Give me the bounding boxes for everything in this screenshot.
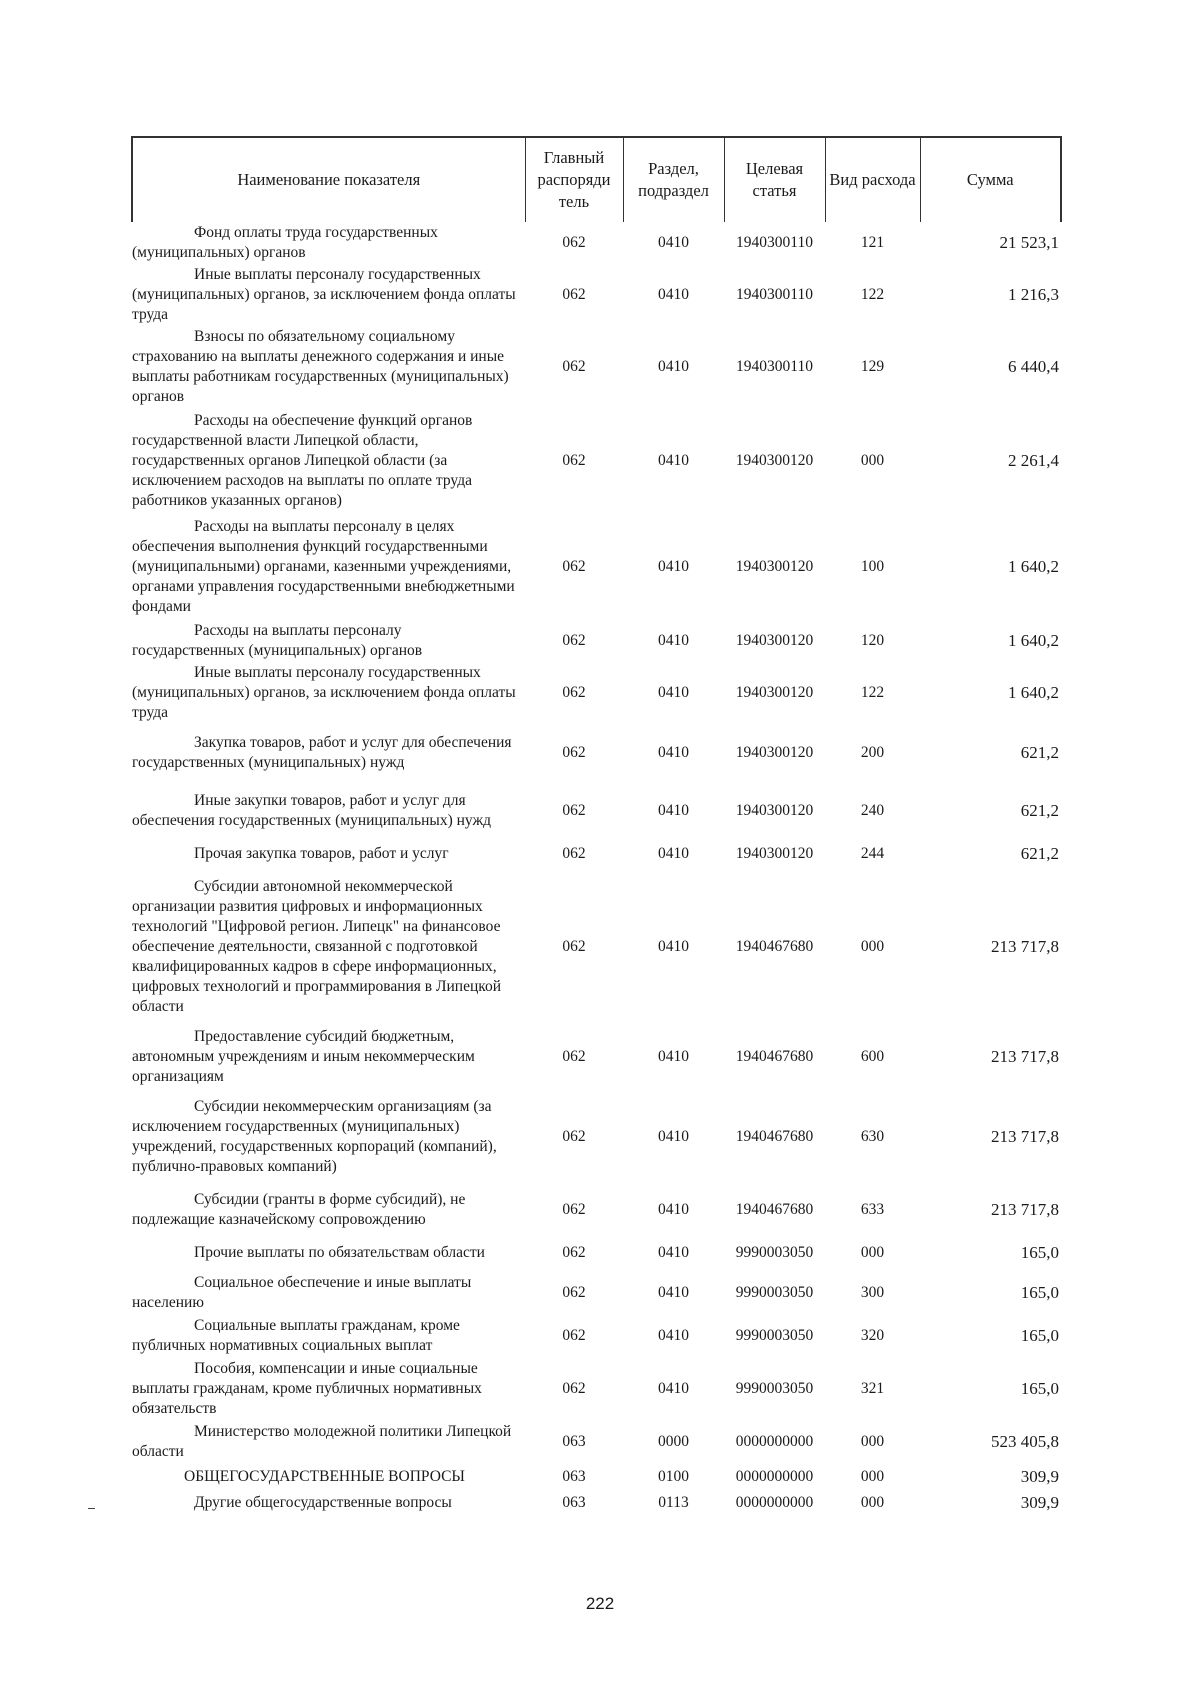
row-cst: 0000000000 [735, 1433, 814, 1450]
row-sum: 165,0 [1020, 1326, 1059, 1345]
row-razdel: 0410 [658, 1284, 689, 1301]
row-cst: 1940300120 [735, 744, 814, 761]
row-razdel: 0410 [658, 632, 689, 649]
row-sum: 1 640,2 [1008, 557, 1059, 576]
row-name-text: Закупка товаров, работ и услуг для обеспечения государственных (муниципальных) нужд [132, 734, 512, 771]
row-grbs: 062 [562, 234, 586, 251]
row-cst: 1940467680 [735, 938, 814, 955]
row-sum: 1 640,2 [1008, 631, 1059, 650]
row-name-text: Субсидии некоммерческим организациям (за исключением государственных (муниципальных) учреждений, государственных корпораций (компаний), публично-правовых компаний) [132, 1098, 497, 1175]
header-vr: Вид расхода [825, 137, 920, 222]
row-razdel: 0410 [658, 558, 689, 575]
row-sum: 1 640,2 [1008, 683, 1059, 702]
row-name-text: Пособия, компенсации и иные социальные выплаты гражданам, кроме публичных нормативных обязательств [132, 1360, 482, 1417]
row-grbs: 062 [562, 1048, 586, 1065]
row-sum: 213 717,8 [991, 1200, 1059, 1219]
row-vr: 121 [860, 234, 885, 251]
row-vr: 200 [860, 744, 885, 761]
row-name [132, 1314, 525, 1358]
row-razdel: 0410 [658, 358, 689, 375]
row-name [132, 1490, 525, 1516]
row-name [132, 1464, 525, 1490]
row-razdel: 0410 [658, 684, 689, 701]
row-name-text: Предоставление субсидий бюджетным, автономным учреждениям и иным некоммерческим организациям [132, 1028, 475, 1085]
row-grbs: 062 [562, 632, 586, 649]
row-vr: 000 [860, 1433, 885, 1450]
row-vr: 000 [860, 938, 885, 955]
row-name [132, 840, 525, 868]
table-row [132, 662, 1061, 724]
row-name-text: Взносы по обязательному социальному страхованию на выплаты денежного содержания и иные выплаты работникам государственных (муниципальных) органов [132, 328, 509, 405]
row-name-text: Расходы на обеспечение функций органов государственной власти Липецкой области, государственных органов Липецкой области (за исключением расходов на выплаты по оплате труда работников указанных органов) [132, 412, 473, 509]
row-sum: 213 717,8 [991, 937, 1059, 956]
row-name [132, 868, 525, 1026]
row-razdel: 0000 [658, 1433, 689, 1450]
header-cst: Целевая статья [724, 137, 825, 222]
row-name-text: Расходы на выплаты персоналу в целях обеспечения выполнения функций государственными (муниципальными) органами, казенными учреждениями, органами управления государственными внебюджетными фондами [132, 518, 515, 615]
row-grbs: 062 [562, 286, 586, 303]
row-name [132, 1420, 525, 1464]
header-razdel: Раздел, подраздел [623, 137, 724, 222]
header-grbs: Главный распоряди тель [525, 137, 623, 222]
row-razdel: 0410 [658, 1327, 689, 1344]
budget-table [131, 136, 1062, 1516]
row-grbs: 062 [562, 452, 586, 469]
row-vr: 320 [860, 1327, 885, 1344]
row-cst: 1940300110 [736, 358, 813, 375]
row-sum: 165,0 [1020, 1283, 1059, 1302]
table-row [132, 868, 1061, 1026]
row-name-text: Социальное обеспечение и иные выплаты населению [132, 1274, 472, 1311]
row-sum: 21 523,1 [999, 233, 1059, 252]
row-name-text: Иные выплаты персоналу государственных (муниципальных) органов, за исключением фонда оплаты труда [132, 664, 516, 721]
row-name [132, 1186, 525, 1234]
row-vr: 000 [860, 452, 885, 469]
row-name-text: ОБЩЕГОСУДАРСТВЕННЫЕ ВОПРОСЫ [184, 1468, 465, 1485]
row-name [132, 620, 525, 662]
table-row [132, 222, 1061, 264]
row-cst: 1940300120 [735, 558, 814, 575]
row-grbs: 062 [562, 1380, 586, 1397]
row-cst: 1940300120 [735, 684, 814, 701]
row-sum: 523 405,8 [991, 1432, 1059, 1451]
row-name-text: Министерство молодежной политики Липецкой области [132, 1423, 512, 1460]
row-grbs: 062 [562, 938, 586, 955]
row-grbs: 062 [562, 358, 586, 375]
row-razdel: 0410 [658, 938, 689, 955]
row-grbs: 062 [562, 1284, 586, 1301]
row-grbs: 062 [562, 1128, 586, 1145]
row-name [132, 222, 525, 264]
row-vr: 129 [860, 358, 885, 375]
row-sum: 309,9 [1020, 1493, 1059, 1512]
row-name [132, 326, 525, 408]
row-sum: 213 717,8 [991, 1127, 1059, 1146]
row-name-text: Субсидии автономной некоммерческой организации развития цифровых и информационных технологий "Цифровой регион. Липецк" на финансовое обеспечение деятельности, связанной с подготовкой квалифицированных кадров в сфере информационных, цифровых технологий и программирования в Липецкой области [132, 878, 502, 1015]
row-grbs: 062 [562, 684, 586, 701]
row-sum: 309,9 [1020, 1467, 1059, 1486]
row-name [132, 514, 525, 620]
row-razdel: 0410 [658, 1201, 689, 1218]
row-vr: 122 [860, 684, 885, 701]
table-row [132, 724, 1061, 782]
row-vr: 000 [860, 1494, 885, 1511]
row-cst: 1940300120 [735, 845, 814, 862]
row-vr: 633 [860, 1201, 885, 1218]
row-grbs: 062 [562, 1201, 586, 1218]
table-row [132, 1358, 1061, 1420]
row-cst: 9990003050 [735, 1284, 814, 1301]
row-cst: 1940300110 [736, 234, 813, 251]
row-sum: 2 261,4 [1008, 451, 1059, 470]
table-row [132, 1234, 1061, 1272]
row-sum: 1 216,3 [1008, 285, 1059, 304]
row-grbs: 063 [562, 1494, 586, 1511]
row-vr: 240 [860, 802, 885, 819]
row-cst: 9990003050 [735, 1380, 814, 1397]
table-row [132, 1272, 1061, 1314]
row-grbs: 063 [562, 1468, 586, 1485]
row-name [132, 1358, 525, 1420]
row-name [132, 1234, 525, 1272]
row-sum: 621,2 [1020, 801, 1059, 820]
row-cst: 0000000000 [735, 1494, 814, 1511]
row-razdel: 0410 [658, 1244, 689, 1261]
row-razdel: 0410 [658, 1048, 689, 1065]
row-razdel: 0410 [658, 845, 689, 862]
row-vr: 300 [860, 1284, 885, 1301]
row-name-text: Фонд оплаты труда государственных (муниципальных) органов [132, 224, 438, 261]
table-row [132, 1464, 1061, 1490]
table-row [132, 1186, 1061, 1234]
page-number: 222 [585, 1594, 615, 1613]
row-name-text: Расходы на выплаты персоналу государственных (муниципальных) органов [132, 622, 423, 659]
row-razdel: 0410 [658, 286, 689, 303]
row-grbs: 062 [562, 744, 586, 761]
row-vr: 000 [860, 1244, 885, 1261]
row-razdel: 0410 [658, 1128, 689, 1145]
row-name [132, 662, 525, 724]
row-grbs: 062 [562, 802, 586, 819]
table-row [132, 1490, 1061, 1516]
row-grbs: 062 [562, 845, 586, 862]
table-row [132, 840, 1061, 868]
row-cst: 1940300120 [735, 452, 814, 469]
row-vr: 120 [860, 632, 885, 649]
row-grbs: 062 [562, 1327, 586, 1344]
row-sum: 213 717,8 [991, 1047, 1059, 1066]
table-row [132, 514, 1061, 620]
row-razdel: 0410 [658, 452, 689, 469]
row-name-text: Другие общегосударственные вопросы [194, 1494, 452, 1511]
table-row [132, 1026, 1061, 1088]
row-grbs: 062 [562, 558, 586, 575]
row-vr: 630 [860, 1128, 885, 1145]
row-cst: 1940300120 [735, 802, 814, 819]
row-vr: 600 [860, 1048, 885, 1065]
row-sum: 165,0 [1020, 1243, 1059, 1262]
row-name-text: Прочая закупка товаров, работ и услуг [194, 845, 449, 862]
row-name [132, 264, 525, 326]
row-cst: 1940467680 [735, 1048, 814, 1065]
row-name [132, 408, 525, 514]
row-name [132, 782, 525, 840]
row-razdel: 0410 [658, 234, 689, 251]
row-cst: 9990003050 [735, 1244, 814, 1261]
row-vr: 244 [860, 845, 885, 862]
header-name: Наименование показателя [132, 137, 525, 222]
row-vr: 100 [860, 558, 885, 575]
row-cst: 1940467680 [735, 1201, 814, 1218]
row-razdel: 0410 [658, 744, 689, 761]
row-grbs: 063 [562, 1433, 586, 1450]
row-cst: 1940467680 [735, 1128, 814, 1145]
row-sum: 621,2 [1020, 743, 1059, 762]
row-vr: 321 [860, 1380, 885, 1397]
row-cst: 1940300110 [736, 286, 813, 303]
table-row [132, 1420, 1061, 1464]
row-vr: 122 [860, 286, 885, 303]
row-cst: 9990003050 [735, 1327, 814, 1344]
row-cst: 1940300120 [735, 632, 814, 649]
row-name-text: Прочие выплаты по обязательствам области [194, 1244, 485, 1261]
row-name-text: Социальные выплаты гражданам, кроме публичных нормативных социальных выплат [132, 1317, 460, 1354]
row-razdel: 0410 [658, 1380, 689, 1397]
table-row [132, 782, 1061, 840]
row-sum: 165,0 [1020, 1379, 1059, 1398]
table-row [132, 1088, 1061, 1186]
row-name [132, 1088, 525, 1186]
margin-mark [88, 1508, 95, 1509]
row-cst: 0000000000 [735, 1468, 814, 1485]
row-sum: 6 440,4 [1008, 357, 1059, 376]
table-row [132, 264, 1061, 326]
row-grbs: 062 [562, 1244, 586, 1261]
row-razdel: 0410 [658, 802, 689, 819]
table-row [132, 326, 1061, 408]
row-name [132, 1026, 525, 1088]
table-row [132, 1314, 1061, 1358]
row-sum: 621,2 [1020, 844, 1059, 863]
row-vr: 000 [860, 1468, 885, 1485]
row-name [132, 724, 525, 782]
table-row [132, 408, 1061, 514]
row-razdel: 0113 [658, 1494, 689, 1511]
table-row [132, 620, 1061, 662]
header-sum: Сумма [920, 137, 1061, 222]
row-razdel: 0100 [658, 1468, 689, 1485]
row-name-text: Иные выплаты персоналу государственных (муниципальных) органов, за исключением фонда оплаты труда [132, 266, 516, 323]
row-name-text: Иные закупки товаров, работ и услуг для обеспечения государственных (муниципальных) нужд [132, 792, 492, 829]
table-header-row [132, 137, 1061, 222]
row-name [132, 1272, 525, 1314]
row-name-text: Субсидии (гранты в форме субсидий), не подлежащие казначейскому сопровождению [132, 1191, 466, 1228]
